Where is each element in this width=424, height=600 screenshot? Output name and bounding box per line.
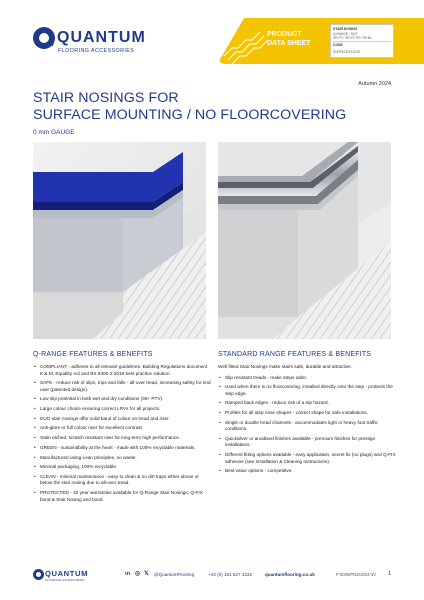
list-item: • PROTECTED - 10 year warranties available for Q-Range Stair Nosings, Q-FIX bond & Stair Nosing and bond. [33,490,211,503]
standard-range-intro: Well fitted Stair Nosings make stairs safe, durable and attractive. [218,364,353,369]
website-link[interactable]: quantumflooring.co.uk [265,572,315,577]
code-box-value-3: SURFACE/FLOOR [333,50,360,54]
product-code-box [330,24,394,58]
code-box-value-1: Q-RANGE / SLIP [333,32,358,36]
list-item: • Minimal packaging, 100% recyclable. [33,464,211,471]
footer-brand: QUANTUM [45,569,89,578]
page-title-line2: SURFACE MOUNTING / NO FLOORCOVERING [33,107,347,123]
banner-title [267,30,310,48]
list-item: • Slip resistant treads - make steps safer. [218,375,398,382]
logo-tagline: FLOORING ACCESSORIES [58,48,135,54]
social-handle[interactable]: @QuantumFlooring [154,572,195,577]
list-item: • Satin etched, scratch resistant riser for long-term high performance. [33,435,211,442]
q-range-features [33,364,211,506]
phone-number[interactable]: +44 (0) 161 627 4222 [208,572,253,577]
issue-date: Autumn 2024 [358,81,391,87]
page-footer [33,567,391,583]
list-item: • Ramped back edges - reduce risk of a trip hazard. [218,400,398,407]
list-item: • Profiles for all step nose shapes - correct shape for safe installations. [218,410,398,417]
code-box-label-2: CODE [333,43,343,47]
list-item: • Large colour choice ensuring correct LRVs for all projects. [33,406,211,413]
banner-title-line1: PRODUCT [267,31,302,38]
list-item: • COMPLIANT - adheres to all relevant guidelines: Building Regulations document K & M, Equality Act and BS 8300-2:2018 best practice solution. [33,364,211,377]
list-item: • CLEAN - minimal maintenance - easy to clean & no dirt traps either above or below the stair nosing due to all-over tread. [33,474,211,487]
page-number: 1 [388,571,391,577]
footer-tagline: FLOORING ACCESSORIES [45,578,85,582]
standard-range-nosing-photo [218,142,391,339]
list-item: • Anti-glare or full colour riser for excellent contrast. [33,425,211,432]
code-box-label-1: STAIR NOSING [333,27,358,31]
logo-q-icon [33,27,55,49]
list-item: • SAFE - reduce risk of slips, trips and falls - all-over tread, increasing safety for end user (patented design). [33,380,211,393]
standard-range-feature-list [218,375,398,475]
list-item: • DUO stair nosings offer solid band of colour on tread and riser. [33,416,211,423]
standard-range-heading: STANDARD RANGE FEATURES & BENEFITS [218,351,372,358]
code-box-value-2: SR-PT / SR-PT-TR / SR-BL [333,36,372,40]
quantum-logo [33,27,153,61]
document-reference: F-0008/PDS/2024-3V [336,572,377,577]
footer-logo-q-icon [33,569,44,580]
product-data-sheet-banner [216,18,424,64]
list-item: • GREEN - sustainability at the heart - made with 100% recyclable materials. [33,445,211,452]
x-icon[interactable]: 𝕏 [144,571,149,577]
list-item: • Different fitting options available - easy application, secret fix (no plugs) and Q-FIX adhesive (see Installation & Cleaning Instructions). [218,452,398,465]
page-title [33,90,346,124]
instagram-icon[interactable]: ◎ [135,571,141,577]
list-item: • Manufactured using Lean principles, no waste. [33,455,211,462]
list-item: • Single or double tread channels - accommodates light or heavy foot traffic conditions. [218,420,398,433]
q-range-nosing-render-icon [33,142,206,339]
standard-range-features [218,364,398,478]
q-range-heading: Q-RANGE FEATURES & BENEFITS [33,351,153,358]
page-title-line1: STAIR NOSINGS FOR [33,90,179,106]
list-item: • Used when there is no floorcovering, installed directly onto the step - protects the step edge. [218,384,398,397]
q-range-nosing-photo [33,142,206,339]
linkedin-icon[interactable]: in [125,571,131,577]
q-range-feature-list [33,364,211,503]
list-item: • Low slip potential in both wet and dry conditions (36+ PTV). [33,396,211,403]
standard-nosing-render-icon [218,142,391,339]
gauge-subtitle: 0 mm GAUGE [33,129,75,136]
list-item: • Best value options - competitive. [218,468,398,475]
logo-wordmark: QUANTUM [57,29,146,46]
banner-title-line2: DATA SHEET [267,40,311,47]
list-item: • Quicksilver or anodised finishes available - premium finishes for prestige installations. [218,436,398,449]
